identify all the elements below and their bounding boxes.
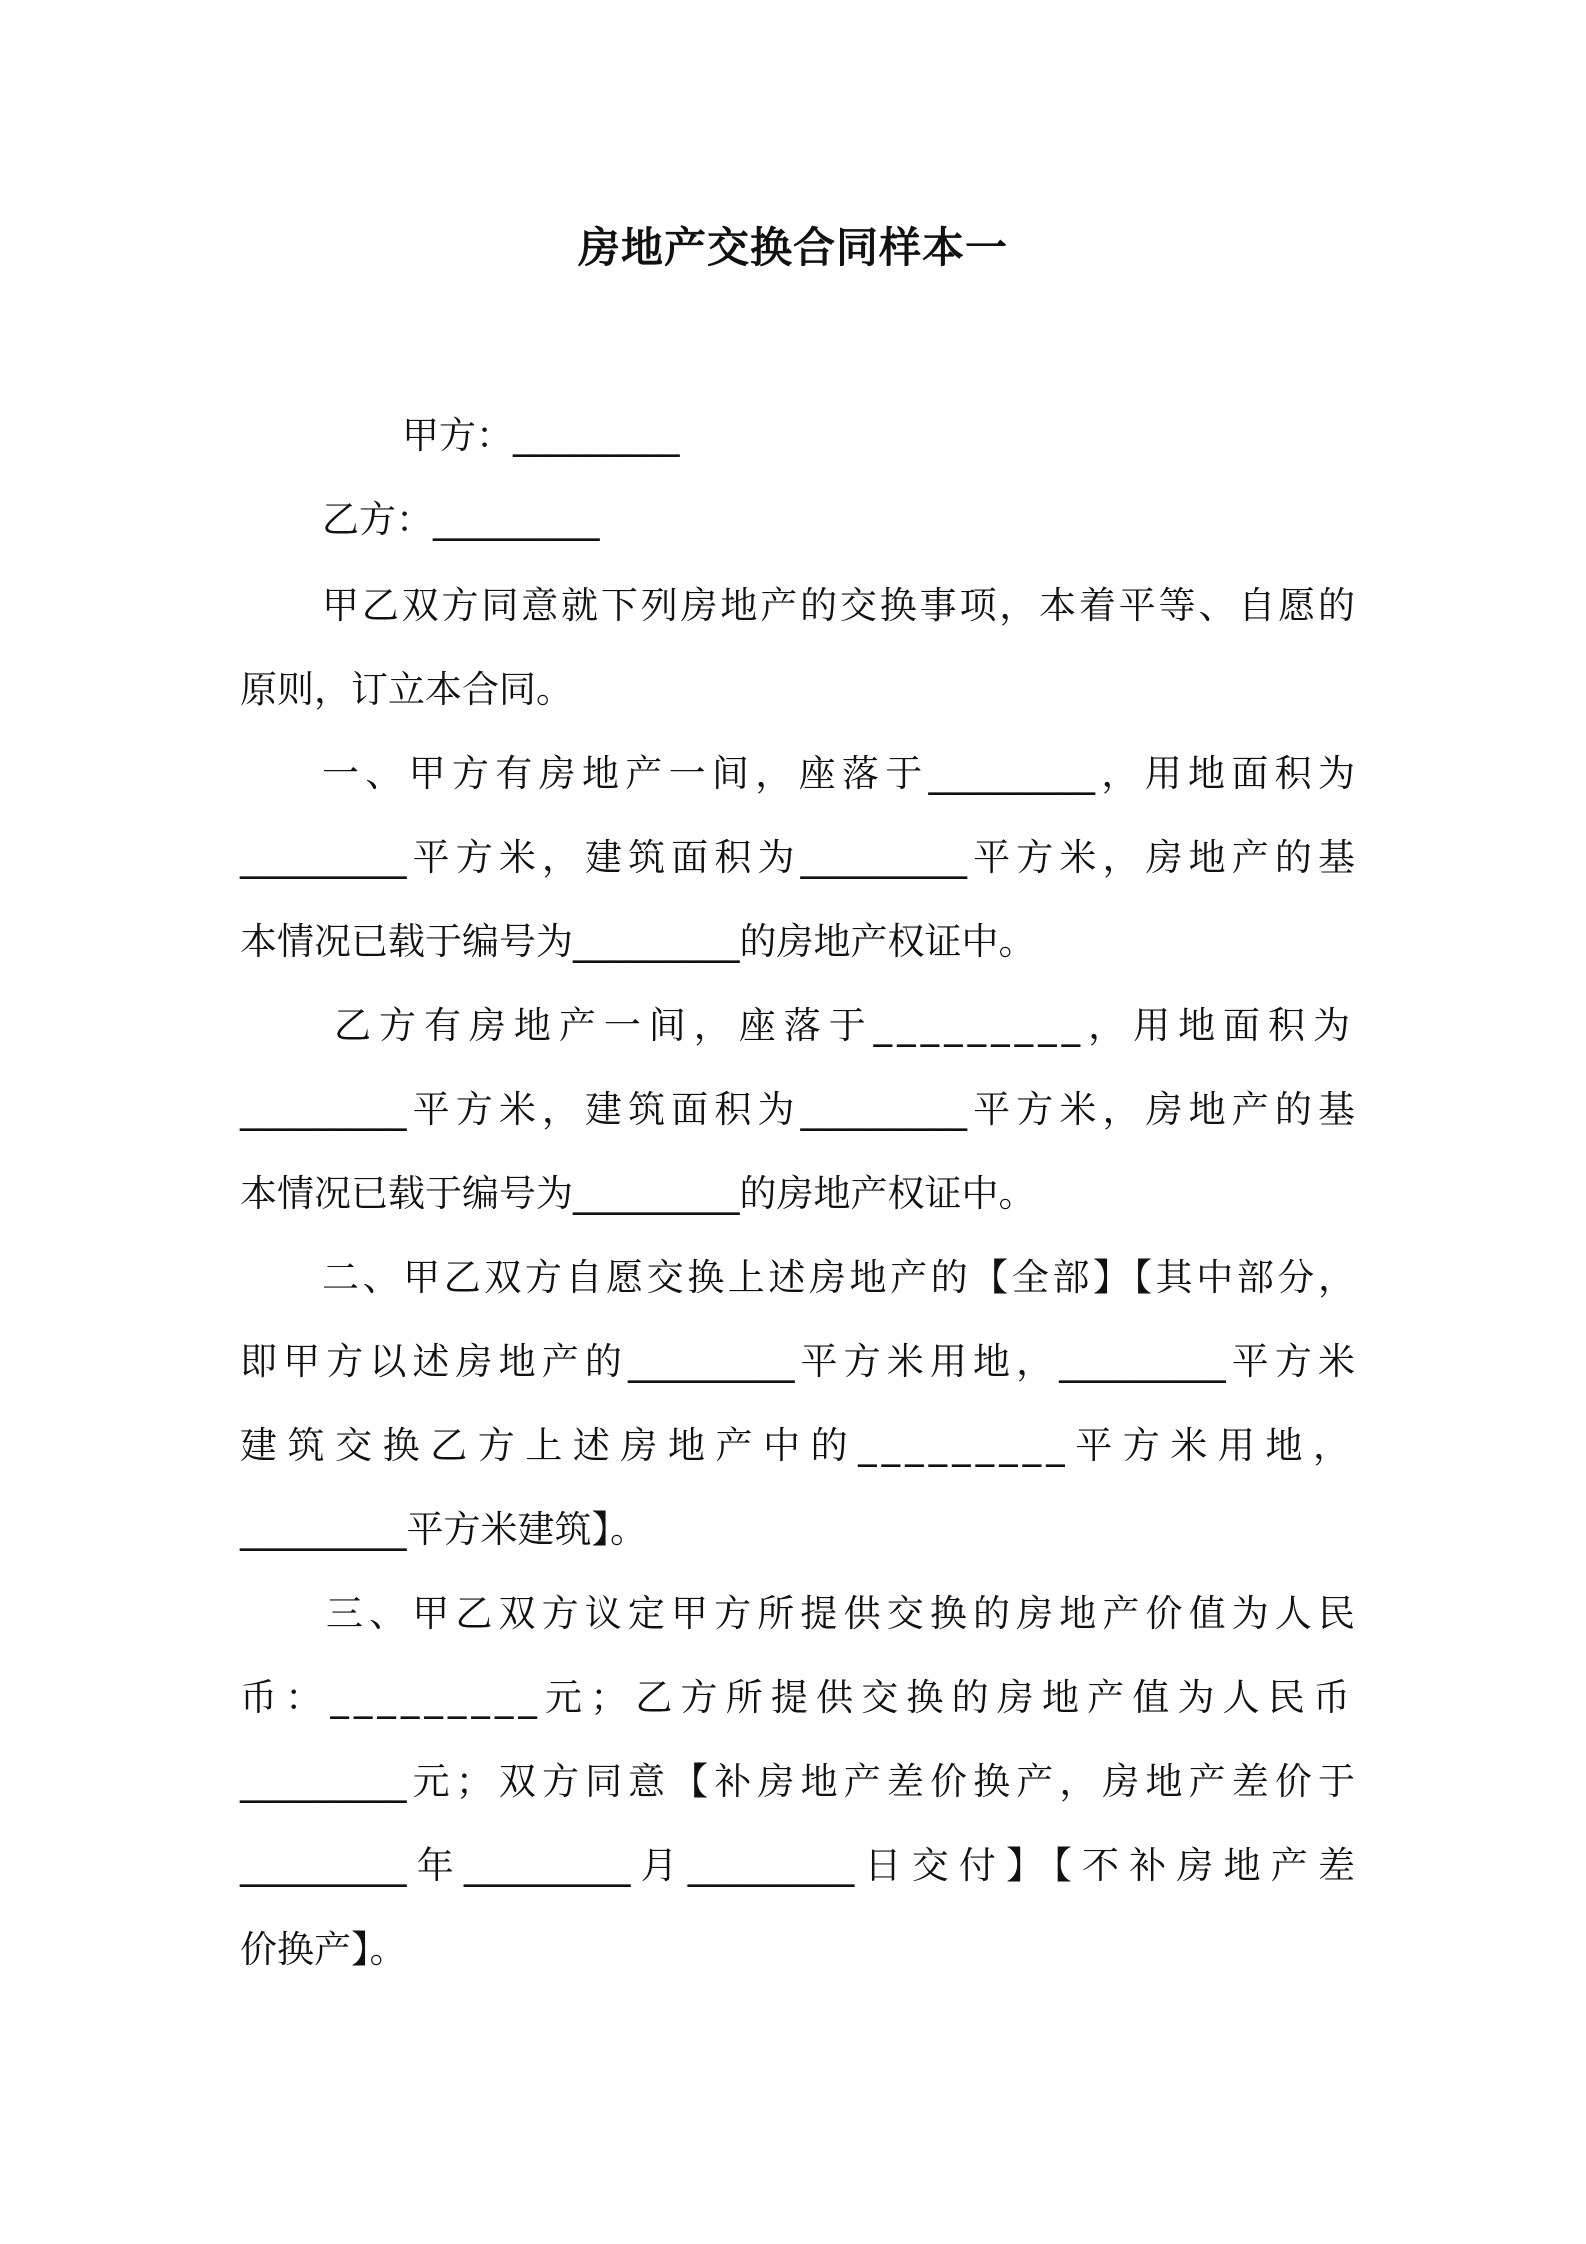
clause-2-line-2: 即甲方以述房地产的_________平方米用地，_________平方米	[240, 1340, 1355, 1383]
clause-3-line-3: _________元；双方同意【补房地产差价换产，房地产差价于	[240, 1760, 1355, 1803]
clause-1b-line-1: 乙方有房地产一间，座落于_________，用地面积为	[334, 1004, 1355, 1047]
clause-2-line-1: 二、甲乙双方自愿交换上述房地产的【全部】【其中部分，	[322, 1256, 1355, 1299]
intro-line-2: 原则，订立本合同。	[240, 668, 573, 711]
clause-1-line-2: _________平方米，建筑面积为_________平方米，房地产的基	[240, 836, 1355, 879]
clause-3-line-1: 三、甲乙双方议定甲方所提供交换的房地产价值为人民	[326, 1592, 1355, 1635]
clause-1-line-1: 一、甲方有房地产一间，座落于_________，用地面积为	[322, 752, 1355, 795]
clause-1b-line-2: _________平方米，建筑面积为_________平方米，房地产的基	[240, 1088, 1355, 1131]
clause-3-line-2: 币：_________元；乙方所提供交换的房地产值为人民币	[240, 1676, 1355, 1719]
party-b-line: 乙方：_________	[322, 498, 600, 541]
clause-2-line-4: _________平方米建筑】。	[240, 1508, 647, 1551]
clause-3-line-5: 价换产】。	[240, 1928, 407, 1971]
clause-2-line-3: 建筑交换乙方上述房地产中的_________平方米用地，	[240, 1424, 1355, 1467]
intro-line-1: 甲乙双方同意就下列房地产的交换事项，本着平等、自愿的	[322, 584, 1355, 627]
document-title: 房地产交换合同样本一	[577, 223, 1008, 272]
clause-1b-line-3: 本情况已载于编号为_________的房地产权证中。	[240, 1172, 1036, 1215]
clause-3-line-4: _________年_________月_________日交付】【不补房地产差	[240, 1844, 1355, 1887]
party-a-line: 甲方：_________	[402, 414, 680, 457]
clause-1-line-3: 本情况已载于编号为_________的房地产权证中。	[240, 920, 1036, 963]
